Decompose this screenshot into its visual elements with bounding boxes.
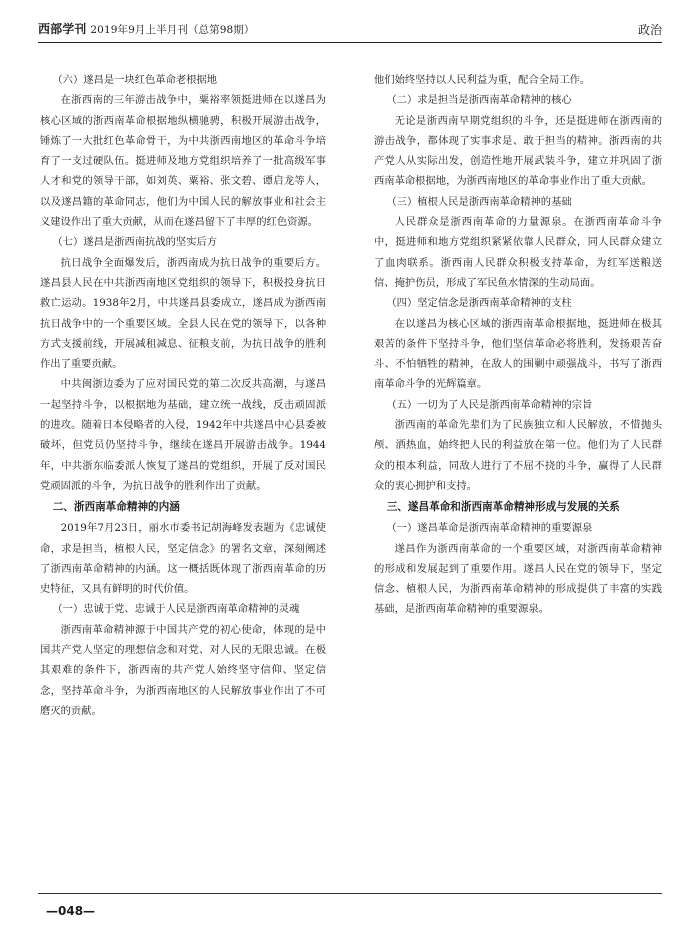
subsection-heading: （六）遂昌是一块红色革命老根据地 [52, 74, 218, 86]
paragraph: 无论是浙西南早期党组织的斗争，还是挺进师在浙西南的游击战争，都体现了实事求是、敢于担当的精神。浙西南的共产党人从实际出发，创造性地开展武装斗争，建立并巩固了浙西南革命根据地，为浙西南地区的革命事业作出了重大贡献。 [374, 114, 662, 188]
right-column [374, 70, 662, 620]
page-header [38, 16, 662, 43]
subsection-heading: （一）忠诚于党、忠诚于人民是浙西南革命精神的灵魂 [52, 603, 300, 616]
paragraph: 浙西南革命精神源于中国共产党的初心使命，体现的是中国共产党人坚定的理想信念和对党、对人民的无限忠诚。在极其艰难的条件下，浙西南的共产党人始终坚守信仰、坚定信念，坚持革命斗争，为浙西南地区的人民解放事业作出了不可磨灭的贡献。 [40, 623, 326, 717]
left-column [40, 70, 326, 721]
subsection-heading: （二）求是担当是浙西南革命精神的核心 [386, 94, 572, 107]
paragraph: 遂昌作为浙西南革命的一个重要区域，对浙西南革命精神的形成和发展起到了重要作用。遂昌人民在党的领导下，坚定信念、植根人民，为浙西南革命精神的形成提供了丰富的实践基础，是浙西南革命精神的重要源泉。 [374, 542, 662, 616]
paragraph: 抗日战争全面爆发后，浙西南成为抗日战争的重要后方。遂昌县人民在中共浙西南地区党组织的领导下，积极投身抗日救亡运动。1938年2月，中共遂昌县委成立，遂昌成为浙西南抗日战争中的一个重要区域。全县人民在党的领导下，以各种方式支援前线，开展减租减息、征粮支前，为抗日战争的胜利作出了重要贡献。 [40, 256, 326, 371]
paragraph: 在以遂昌为核心区域的浙西南革命根据地，挺进师在极其艰苦的条件下坚持斗争，他们坚信革命必将胜利，发扬艰苦奋斗、不怕牺牲的精神，在敌人的围剿中顽强战斗，书写了浙西南革命斗争的光辉篇章。 [374, 317, 662, 391]
paragraph: 人民群众是浙西南革命的力量源泉。在浙西南革命斗争中，挺进师和地方党组织紧紧依靠人民群众，同人民群众建立了血肉联系。浙西南人民群众积极支持革命，为红军送粮送信、掩护伤员，形成了军民鱼水情深的生动局面。 [374, 216, 662, 289]
subsection-heading: （三）植根人民是浙西南革命精神的基础 [386, 195, 572, 208]
paragraph: 在浙西南的三年游击战争中，粟裕率领挺进师在以遂昌为核心区域的浙西南革命根据地纵横驰骋，积极开展游击战争，锤炼了一大批红色革命骨干，为中共浙西南地区的革命斗争培育了一支过硬队伍。挺进师及地方党组织培养了一批高级军事人才和党的领导干部，如刘英、粟裕、张文碧、谭启龙等人，以及遂昌籍的革命同志，他们为中国人民的解放事业和社会主义建设作出了重大贡献，从而在遂昌留下了丰厚的红色资源。 [40, 94, 326, 229]
page-number: —048— [46, 904, 96, 918]
subsection-heading: （一）遂昌革命是浙西南革命精神的重要源泉 [386, 522, 593, 535]
issue-info: 2019年9月上半月刊（总第98期） [90, 24, 255, 36]
subsection-heading: （四）坚定信念是浙西南革命精神的支柱 [386, 297, 572, 310]
section-heading: 二、浙西南革命精神的内涵 [52, 501, 180, 514]
section-heading: 三、遂昌革命和浙西南革命精神形成与发展的关系 [386, 501, 620, 514]
page-footer [38, 893, 662, 916]
journal-info [38, 20, 254, 37]
paragraph: 中共闽浙边委为了应对国民党的第二次反共高潮，与遂昌一起坚持斗争，以根据地为基础，建立统一战线，反击顽固派的进攻。随着日本侵略者的入侵，1942年中共遂昌中心县委被破坏，但党员仍坚持斗争，继续在遂昌开展游击战争。1944年，中共浙东临委派人恢复了遂昌的党组织，开展了反对国民党顽固派的斗争，为抗日战争的胜利作出了贡献。 [40, 378, 326, 492]
paragraph: 浙西南的革命先辈们为了民族独立和人民解放，不惜抛头颅、洒热血，始终把人民的利益放在第一位。他们为了人民群众的根本利益，同敌人进行了不屈不挠的斗争，赢得了人民群众的衷心拥护和支持。 [374, 419, 662, 492]
paragraph: 2019年7月23日，丽水市委书记胡海峰发表题为《忠诚使命，求是担当，植根人民，坚定信念》的署名文章，深刻阐述了浙西南革命精神的内涵。这一概括既体现了浙西南革命的历史特征，又具有鲜明的时代价值。 [40, 522, 326, 596]
paragraph: 他们始终坚持以人民利益为重，配合全局工作。 [374, 74, 591, 86]
journal-name: 西部学刊 [38, 22, 87, 36]
subsection-heading: （五）一切为了人民是浙西南革命精神的宗旨 [386, 398, 593, 411]
subsection-heading: （七）遂昌是浙西南抗战的坚实后方 [52, 236, 218, 249]
section-label: 政治 [637, 23, 662, 37]
